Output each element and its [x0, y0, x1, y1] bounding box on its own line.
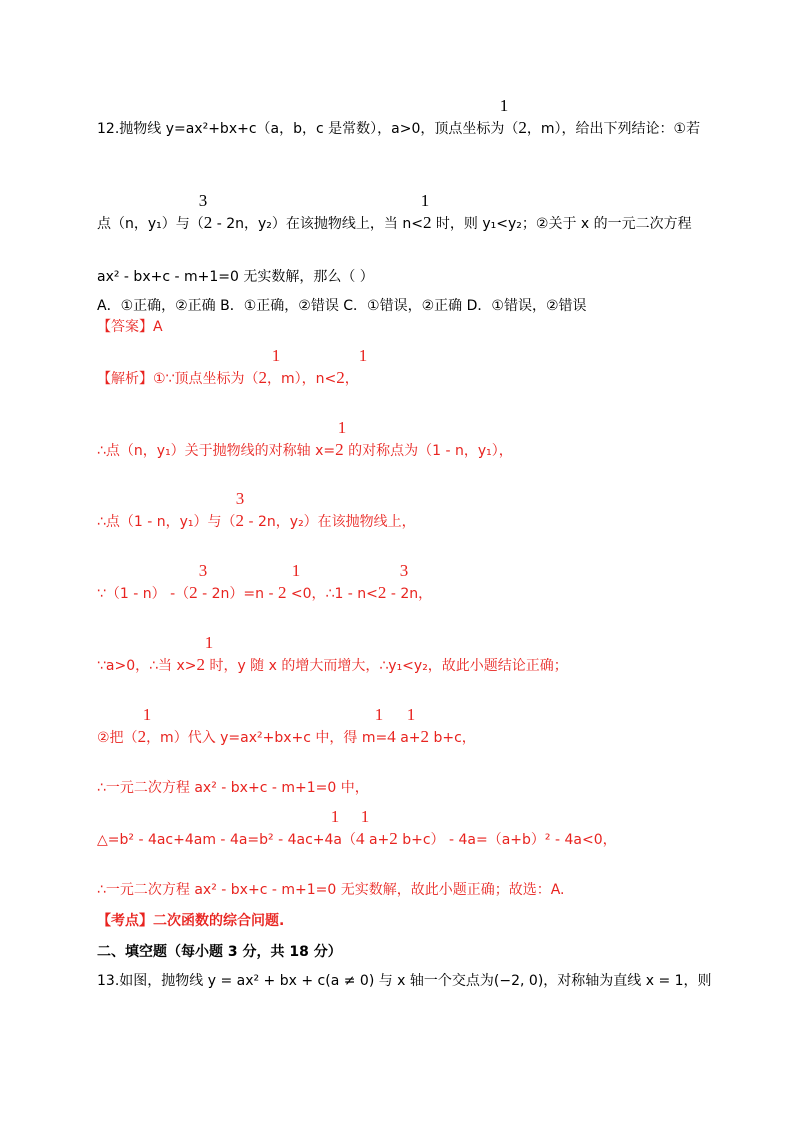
fraction-denominator: 2: [203, 213, 213, 232]
q12-options: A．①正确，②正确 B．①正确，②错误 C．①错误，②正确 D．①错误，②错误: [97, 298, 587, 314]
q12-line1: [97, 118, 700, 139]
fraction-numerator: 1: [358, 346, 368, 365]
analysis-line6-d: b+c，: [429, 730, 476, 746]
analysis-line5: [97, 655, 568, 676]
q12-line2: [97, 213, 692, 234]
analysis-line3-b: - 2n，y₂）在该抛物线上，: [244, 514, 416, 530]
answer-label: 【答案】A: [97, 319, 163, 335]
section-title: 二、填空题（每小题 3 分，共 18 分）: [97, 944, 342, 960]
fraction-denominator: 2: [389, 829, 398, 848]
q12-line2-text-a: 点（n，y₁）与（: [97, 216, 204, 232]
fraction-numerator: 3: [235, 489, 245, 508]
fraction-denominator: 2: [137, 727, 147, 746]
q13-line1: 13.如图，抛物线 y = ax² + bx + c(a ≠ 0) 与 x 轴一个交点为(−2, 0)，对称轴为直线 x = 1，则: [97, 973, 712, 989]
fraction-denominator: 2: [277, 583, 287, 602]
fraction-numerator: 1: [420, 191, 430, 210]
q12-line1-text-b: ，m），给出下列结论：①若: [526, 121, 701, 137]
kaodian: 【考点】二次函数的综合问题.: [97, 913, 285, 929]
fraction-numerator: 1: [330, 807, 340, 826]
q12-line3: ax² - bx+c - m+1=0 无实数解，那么（ ）: [97, 269, 374, 285]
fraction-numerator: 1: [337, 418, 347, 437]
fraction-denominator: 4: [387, 727, 396, 746]
analysis-line1-b: ，m），n<: [266, 371, 337, 387]
fraction-numerator: 1: [291, 561, 301, 580]
analysis-line3-a: ∴点（1 - n，y₁）与（: [97, 514, 236, 530]
analysis-line6-b: ，m）代入 y=ax²+bx+c 中，得 m=: [146, 730, 388, 746]
analysis-line8-a: △=b² - 4ac+4am - 4a=b² - 4ac+4a（: [97, 832, 357, 848]
fraction-denominator: 2: [189, 583, 198, 602]
analysis-line1-c: ，: [344, 371, 359, 387]
analysis-line5-a: ∵a>0，∴当 x>: [97, 658, 197, 674]
fraction-numerator: 1: [406, 705, 416, 724]
fraction-numerator: 3: [198, 561, 208, 580]
fraction-numerator: 3: [198, 191, 208, 210]
analysis-line6-c: a+: [395, 730, 421, 746]
fraction-denominator: 2: [336, 368, 345, 387]
analysis-line4-a: ∵（1 - n） -（: [97, 586, 190, 602]
fraction-numerator: 1: [204, 633, 214, 652]
fraction-numerator: 1: [360, 807, 370, 826]
analysis-line2-a: ∴点（n，y₁）关于抛物线的对称轴 x=: [97, 443, 336, 459]
fraction-denominator: 2: [235, 511, 245, 530]
fraction-denominator: 2: [420, 727, 430, 746]
analysis-line1: [97, 368, 359, 389]
fraction-denominator: 2: [518, 118, 527, 137]
q12-line1-text: 12.抛物线 y=ax²+bx+c（a，b，c 是常数），a>0，顶点坐标为（: [97, 121, 519, 137]
fraction-numerator: 1: [374, 705, 384, 724]
fraction-denominator: 2: [335, 440, 344, 459]
analysis-line2: [97, 440, 513, 461]
analysis-line4-b: - 2n）=n -: [197, 586, 278, 602]
analysis-line5-b: 时，y 随 x 的增大而增大，∴y₁<y₂，故此小题结论正确；: [205, 658, 568, 674]
analysis-line6-a: ②把（: [97, 730, 138, 746]
analysis-line1-a: 【解析】①∵顶点坐标为（: [97, 371, 259, 387]
analysis-line4: [97, 583, 432, 604]
analysis-line8-b: a+: [364, 832, 390, 848]
fraction-denominator: 2: [377, 583, 387, 602]
fraction-denominator: 2: [258, 368, 267, 387]
analysis-line4-c: <0，∴1 - n<: [286, 586, 378, 602]
fraction-denominator: 4: [356, 829, 365, 848]
q12-line2-text-c: 时，则 y₁<y₂；②关于 x 的一元二次方程: [431, 216, 692, 232]
analysis-line4-d: - 2n，: [386, 586, 433, 602]
analysis-line8-c: b+c） - 4a=（a+b）² - 4a<0，: [397, 832, 617, 848]
analysis-line3: [97, 511, 416, 532]
analysis-line6: [97, 727, 476, 748]
fraction-numerator: 3: [399, 561, 409, 580]
analysis-line9: ∴一元二次方程 ax² - bx+c - m+1=0 无实数解，故此小题正确；故选：A.: [97, 882, 565, 898]
analysis-line8: [97, 829, 617, 850]
fraction-numerator: 1: [499, 96, 509, 115]
analysis-line2-b: 的对称点为（1 - n，y₁），: [343, 443, 513, 459]
fraction-denominator: 2: [422, 213, 432, 232]
analysis-line7: ∴一元二次方程 ax² - bx+c - m+1=0 中，: [97, 780, 369, 796]
q12-line2-text-b: - 2n，y₂）在该抛物线上，当 n<: [212, 216, 423, 232]
fraction-numerator: 1: [142, 705, 152, 724]
fraction-numerator: 1: [271, 346, 281, 365]
fraction-denominator: 2: [196, 655, 205, 674]
